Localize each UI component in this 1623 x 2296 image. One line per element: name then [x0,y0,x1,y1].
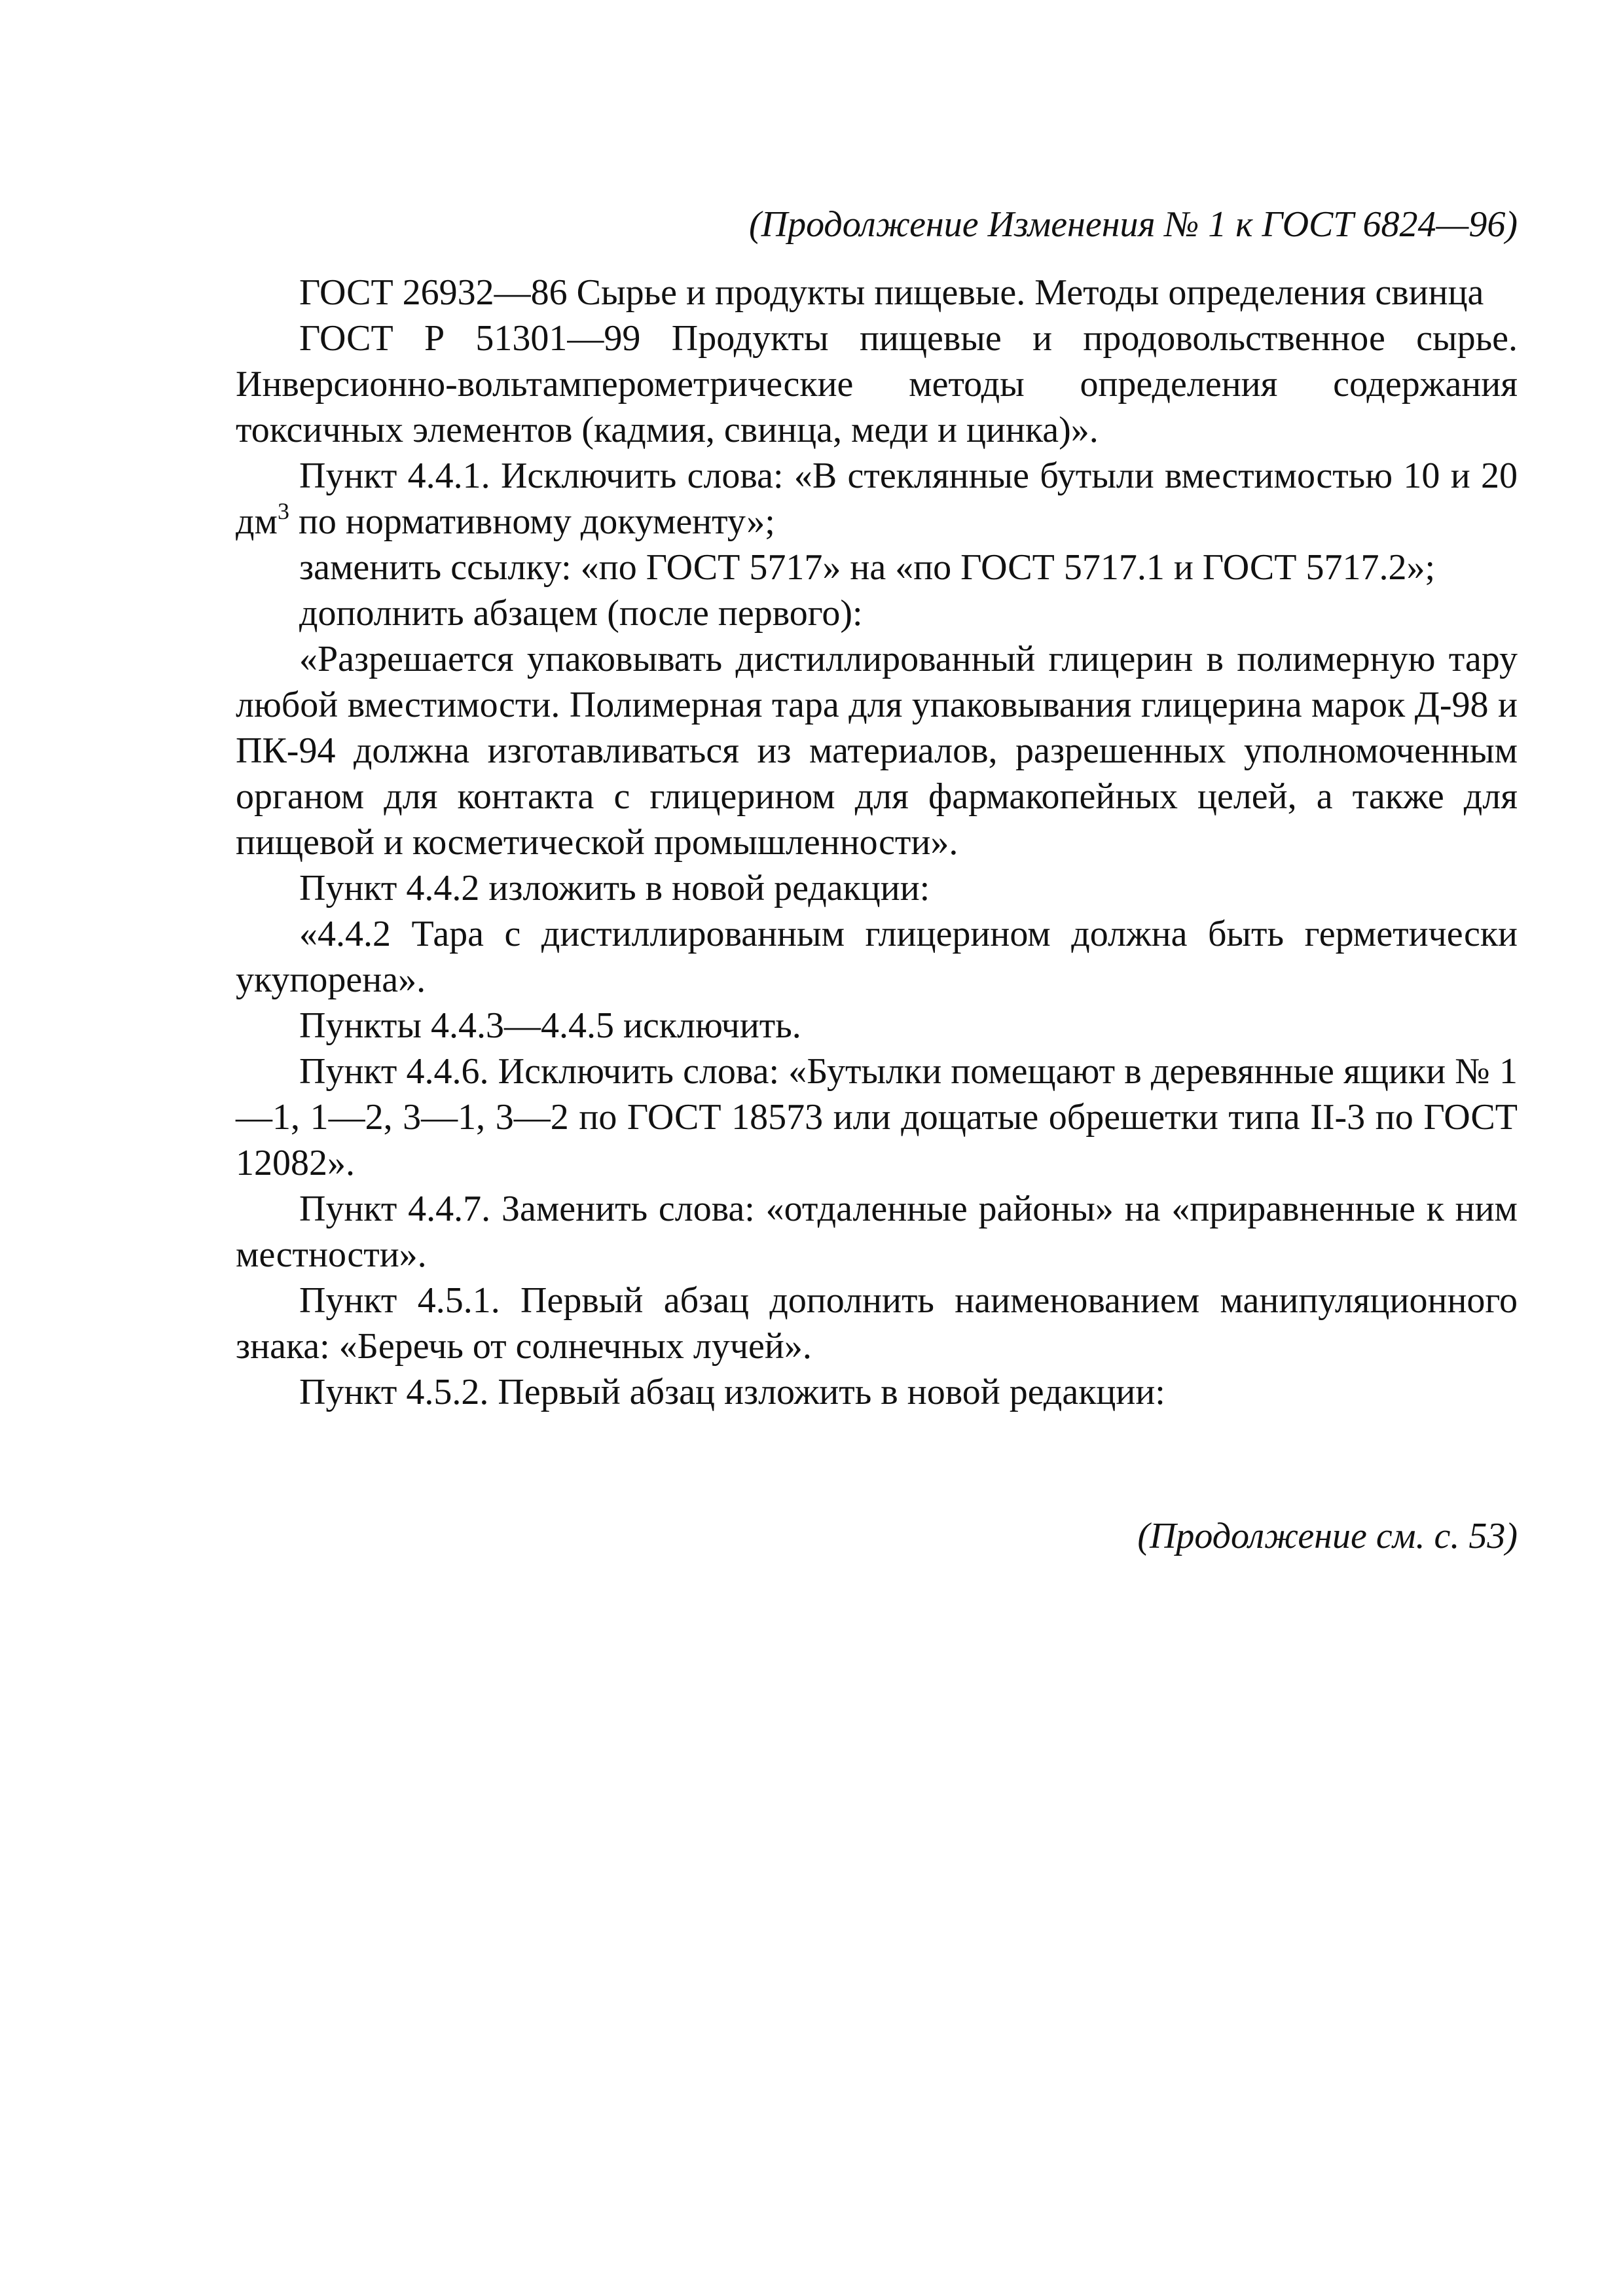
paragraph-items-4-4-3-4-4-5: Пункты 4.4.3—4.4.5 исключить. [299,1005,801,1046]
paragraph-item-4-4-1 [236,453,1518,545]
item-4-4-1-tail: по нормативному документу»; [289,501,775,542]
document-body [236,270,1518,1415]
paragraph-replace-reference: заменить ссылку: «по ГОСТ 5717» на «по ГОСТ 5717.1 и ГОСТ 5717.2»; [299,547,1436,588]
paragraph-item-4-4-7: Пункт 4.4.7. Заменить слова: «отдаленные районы» на «приравненные к ним местности». [236,1189,1518,1275]
item-4-4-1-text: Пункт 4.4.1. Исключить слова: «В стеклянные бутыли вместимостью 10 и 20 дм [236,456,1518,542]
paragraph-item-4-5-1: Пункт 4.5.1. Первый абзац дополнить наименованием манипуляционного знака: «Беречь от солнечных лучей». [236,1280,1518,1367]
paragraph-item-4-4-2-text: «4.4.2 Тара с дистиллированным глицерином должна быть герметически укупорена». [236,914,1518,1000]
continuation-header: (Продолжение Изменения № 1 к ГОСТ 6824—96) [749,204,1518,245]
paragraph-item-4-4-2: Пункт 4.4.2 изложить в новой редакции: [299,868,930,908]
paragraph-item-4-5-2: Пункт 4.5.2. Первый абзац изложить в новой редакции: [299,1372,1165,1412]
paragraph-add-paragraph: дополнить абзацем (после первого): [299,593,863,634]
paragraph-item-4-4-6: Пункт 4.4.6. Исключить слова: «Бутылки помещают в деревянные ящики № 1—1, 1—2, 3—1, 3—2 по ГОСТ 18573 или дощатые обрешетки типа II-3 по ГОСТ 12082». [236,1051,1518,1183]
paragraph-gost-26932: ГОСТ 26932—86 Сырье и продукты пищевые. Методы определения свинца [299,272,1484,313]
superscript-3: 3 [277,498,289,524]
paragraph-gost-r-51301: ГОСТ Р 51301—99 Продукты пищевые и продовольственное сырье. Инверсионно-вольтамперометрические методы определения содержания токсичных элементов (кадмия, свинца, меди и цинка)». [236,318,1518,450]
continuation-footer: (Продолжение см. с. 53) [1137,1516,1518,1556]
paragraph-allowed-packing: «Разрешается упаковывать дистиллированный глицерин в полимерную тару любой вместимости. Полимерная тара для упаковывания глицерина марок Д-98 и ПК-94 должна изготавливаться из материалов, разрешенных уполномоченным органом для контакта с глицерином для фармакопейных целей, а также для пищевой и косметической промышленности». [236,639,1518,863]
